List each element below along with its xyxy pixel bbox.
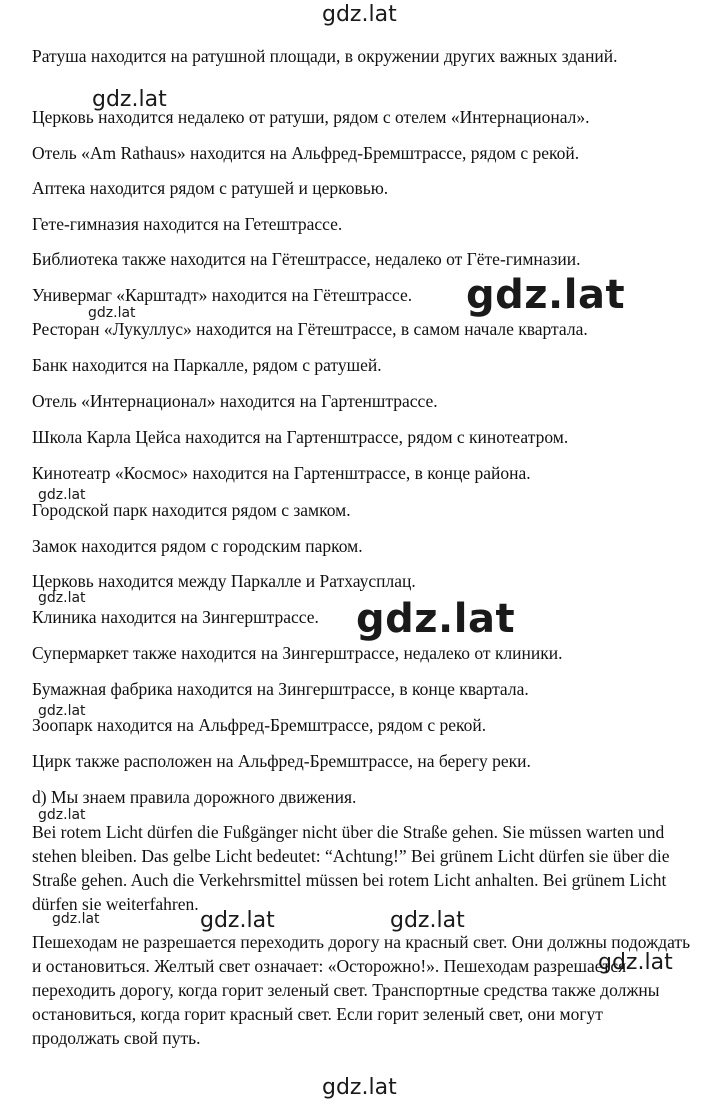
watermark: gdz.lat (598, 950, 673, 975)
watermark-small: gdz.lat (38, 703, 86, 719)
paragraph-church-location: Церковь находится между Паркалле и Ратхаусплац. (32, 571, 416, 591)
paragraph-library: Библиотека также находится на Гётештрассе, недалеко от Гёте-гимназии. (32, 249, 581, 269)
watermark-bottom: gdz.lat (322, 1075, 397, 1100)
watermark-large: gdz.lat (356, 596, 516, 642)
watermark: gdz.lat (92, 87, 167, 112)
paragraph-department-store: Универмаг «Карштадт» находится на Гётештрассе. (32, 285, 413, 305)
paragraph-townhall: Ратуша находится на ратушной площади, в окружении других важных зданий. (32, 46, 618, 66)
paragraph-castle: Замок находится рядом с городским парком. (32, 536, 363, 556)
paragraph-restaurant: Ресторан «Лукуллус» находится на Гётештрассе, в самом начале квартала. (32, 319, 588, 339)
watermark-top: gdz.lat (322, 2, 397, 27)
paragraph-gymnasium: Гете-гимназия находится на Гетештрассе. (32, 214, 343, 234)
paragraph-hotel-international: Отель «Интернационал» находится на Гартенштрассе. (32, 391, 438, 411)
paragraph-supermarket: Супермаркет также находится на Зингерштрассе, недалеко от клиники. (32, 643, 563, 663)
paragraph-school: Школа Карла Цейса находится на Гартенштрассе, рядом с кинотеатром. (32, 427, 569, 447)
paragraph-circus: Цирк также расположен на Альфред-Бремштрассе, на берегу реки. (32, 751, 531, 771)
watermark-small: gdz.lat (88, 305, 136, 321)
watermark-small: gdz.lat (38, 807, 86, 823)
paragraph-pharmacy: Аптека находится рядом с ратушей и церковью. (32, 178, 389, 198)
paragraph-zoo: Зоопарк находится на Альфред-Бремштрассе, рядом с рекой. (32, 715, 487, 735)
watermark-small: gdz.lat (52, 911, 100, 927)
paragraph-hotel-am-rathaus: Отель «Am Rathaus» находится на Альфред-Бремштрассе, рядом с рекой. (32, 143, 580, 163)
paragraph-church: Церковь находится недалеко от ратуши, рядом с отелем «Интернационал». (32, 107, 590, 127)
watermark-small: gdz.lat (38, 487, 86, 503)
paragraph-clinic: Клиника находится на Зингерштрассе. (32, 607, 319, 627)
paragraph-cinema: Кинотеатр «Космос» находится на Гартенштрассе, в конце района. (32, 463, 531, 483)
section-heading-traffic-rules: d) Мы знаем правила дорожного движения. (32, 787, 357, 807)
watermark: gdz.lat (390, 908, 465, 933)
watermark-large: gdz.lat (466, 272, 626, 318)
watermark: gdz.lat (200, 908, 275, 933)
paragraph-paper-factory: Бумажная фабрика находится на Зингерштрассе, в конце квартала. (32, 679, 529, 699)
paragraph-russian-translation: Пешеходам не разрешается переходить дорогу на красный свет. Они должны подождать и остановиться. Желтый свет означает: «Осторожно!». Пешеходам разрешается переходить дорогу, когда горит зеленый свет. Транспортные средства также должны остановиться, когда горит красный свет. Если горит зеленый свет, они могут продолжать свой путь. (32, 932, 691, 1048)
paragraph-city-park: Городской парк находится рядом с замком. (32, 500, 351, 520)
paragraph-bank: Банк находится на Паркалле, рядом с ратушей. (32, 355, 382, 375)
paragraph-german-text: Bei rotem Licht dürfen die Fußgänger nicht über die Straße gehen. Sie müssen warten und stehen bleiben. Das gelbe Licht bedeutet: “Achtung!” Bei grünem Licht dürfen sie über die Straße gehen. Auch die Verkehrsmittel müssen bei rotem Licht anhalten. Bei grünem Licht dürfen sie weiterfahren. (32, 822, 670, 914)
watermark-small: gdz.lat (38, 590, 86, 606)
